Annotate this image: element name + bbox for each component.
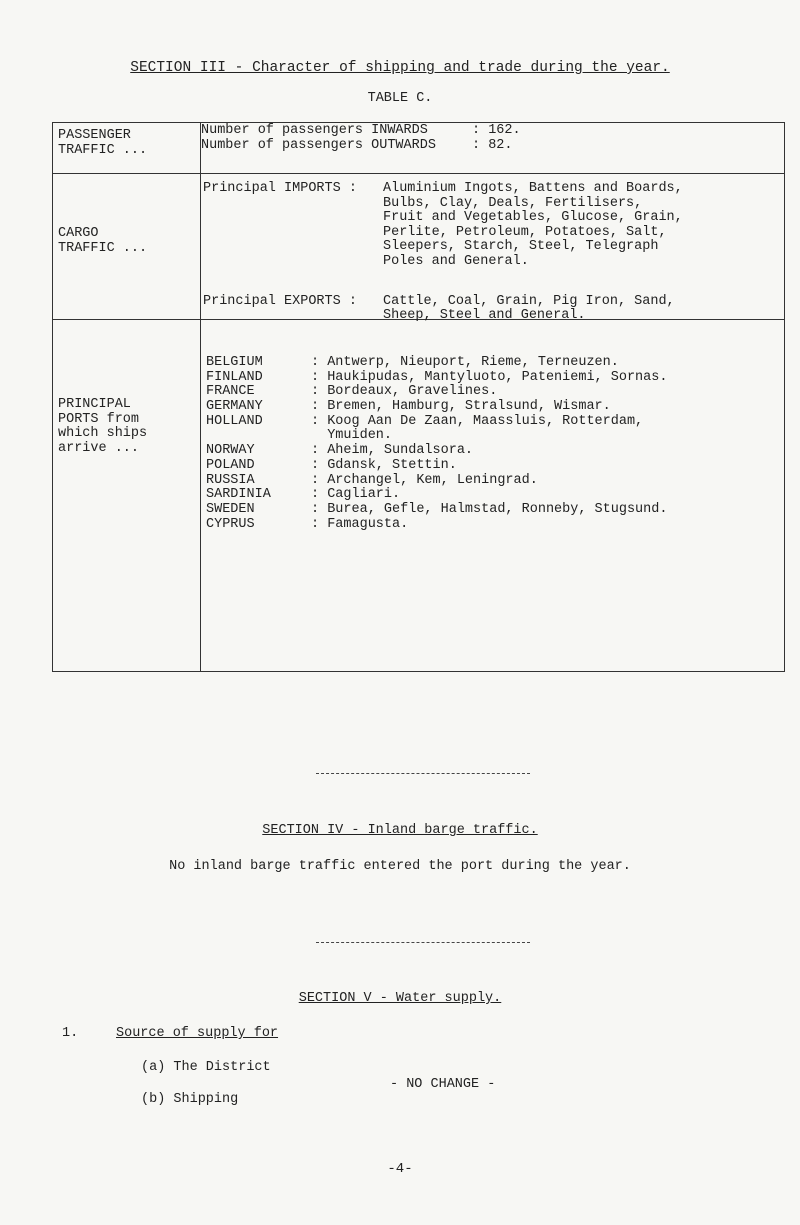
country: RUSSIA — [206, 472, 255, 488]
supply-source-heading: Source of supply for — [116, 1026, 279, 1041]
imports-line: Fruit and Vegetables, Glucose, Grain, — [383, 210, 683, 225]
passenger-traffic-values — [201, 123, 785, 174]
ports: : Koog Aan De Zaan, Maassluis, Rotterdam, — [311, 413, 644, 429]
outwards-label: Number of passengers OUTWARDS — [201, 138, 436, 153]
country: BELGIUM — [206, 355, 263, 370]
exports-list — [383, 294, 788, 323]
ports: : Bremen, Hamburg, Stralsund, Wismar. — [311, 399, 611, 415]
country: POLAND — [206, 457, 255, 473]
sub-item-shipping: (b) Shipping — [141, 1092, 239, 1107]
section-4-title: SECTION IV - Inland barge traffic. — [262, 823, 538, 838]
inwards-value: : 162. — [472, 123, 521, 138]
dashed-divider — [316, 773, 530, 774]
exports-line: Cattle, Coal, Grain, Pig Iron, Sand, — [383, 293, 675, 309]
port-row — [201, 370, 784, 385]
ports: : Archangel, Kem, Leningrad. — [311, 472, 538, 488]
country: FINLAND — [206, 369, 263, 385]
principal-ports-list — [201, 320, 785, 672]
exports-line: Sheep, Steel and General. — [383, 308, 586, 323]
ports: : Famagusta. — [311, 516, 409, 532]
principal-ports-row — [53, 320, 785, 672]
ports: : Aheim, Sundalsora. — [311, 443, 474, 459]
port-row — [201, 428, 784, 443]
imports-block — [201, 181, 784, 269]
country: HOLLAND — [206, 413, 263, 429]
ports: : Haukipudas, Mantyluoto, Pateniemi, Sornas. — [311, 369, 668, 385]
port-row — [201, 384, 784, 399]
inwards-line — [201, 123, 784, 138]
cargo-traffic-label — [53, 174, 201, 320]
label-line: arrive ... — [58, 440, 140, 456]
imports-heading: Principal IMPORTS : — [203, 181, 357, 196]
country: SARDINIA — [206, 487, 271, 503]
label-line: TRAFFIC ... — [58, 240, 148, 256]
port-row — [201, 399, 784, 414]
label-line: PRINCIPAL — [58, 397, 131, 412]
inwards-label: Number of passengers INWARDS — [201, 123, 428, 138]
cargo-traffic-details — [201, 174, 785, 323]
no-change-note: - NO CHANGE - — [390, 1077, 496, 1092]
table-caption: TABLE C. — [367, 91, 433, 106]
imports-line: Bulbs, Clay, Deals, Fertilisers, — [383, 195, 643, 211]
ports: : Bordeaux, Gravelines. — [311, 384, 498, 400]
port-row — [201, 517, 784, 532]
country: FRANCE — [206, 384, 255, 400]
section-3-title: SECTION III - Character of shipping and trade during the year. — [130, 60, 670, 76]
cargo-traffic-row — [53, 174, 785, 320]
label-line: TRAFFIC ... — [58, 142, 148, 158]
country: NORWAY — [206, 443, 255, 459]
label-line: CARGO — [58, 226, 99, 241]
country: SWEDEN — [206, 501, 255, 517]
label-line: which ships — [58, 426, 148, 441]
label-line: PORTS from — [58, 411, 140, 427]
exports-block — [201, 293, 784, 323]
table-c — [52, 122, 785, 672]
imports-line: Poles and General. — [383, 253, 529, 269]
dashed-divider — [316, 942, 530, 943]
port-row — [201, 487, 784, 502]
exports-heading: Principal EXPORTS : — [203, 293, 357, 309]
imports-list — [383, 181, 788, 268]
ports: : Cagliari. — [311, 487, 401, 503]
passenger-traffic-label — [53, 123, 201, 174]
label-line: PASSENGER — [58, 128, 131, 143]
passenger-traffic-row — [53, 123, 785, 174]
sub-item-district: (a) The District — [141, 1060, 271, 1075]
outwards-value: : 82. — [472, 138, 513, 153]
imports-line: Aluminium Ingots, Battens and Boards, — [383, 181, 683, 196]
imports-line: Sleepers, Starch, Steel, Telegraph — [383, 239, 659, 254]
outwards-line — [201, 138, 784, 153]
country: CYPRUS — [206, 516, 255, 532]
country: GERMANY — [206, 399, 263, 415]
ports: : Antwerp, Nieuport, Rieme, Terneuzen. — [311, 355, 619, 370]
port-row — [201, 473, 784, 488]
port-row — [201, 355, 784, 370]
item-number: 1. — [62, 1026, 79, 1041]
ports: : Gdansk, Stettin. — [311, 457, 457, 473]
port-row — [201, 458, 784, 473]
ports: Ymuiden. — [311, 428, 393, 444]
principal-ports-label — [53, 320, 201, 672]
port-row — [201, 443, 784, 458]
section-5-title: SECTION V - Water supply. — [298, 991, 502, 1006]
ports: : Burea, Gefle, Halmstad, Ronneby, Stugsund. — [311, 501, 668, 517]
imports-line: Perlite, Petroleum, Potatoes, Salt, — [383, 224, 667, 240]
port-row — [201, 414, 784, 429]
port-row — [201, 502, 784, 517]
page-number: -4- — [387, 1161, 413, 1177]
section-4-text: No inland barge traffic entered the port during the year. — [169, 859, 631, 874]
